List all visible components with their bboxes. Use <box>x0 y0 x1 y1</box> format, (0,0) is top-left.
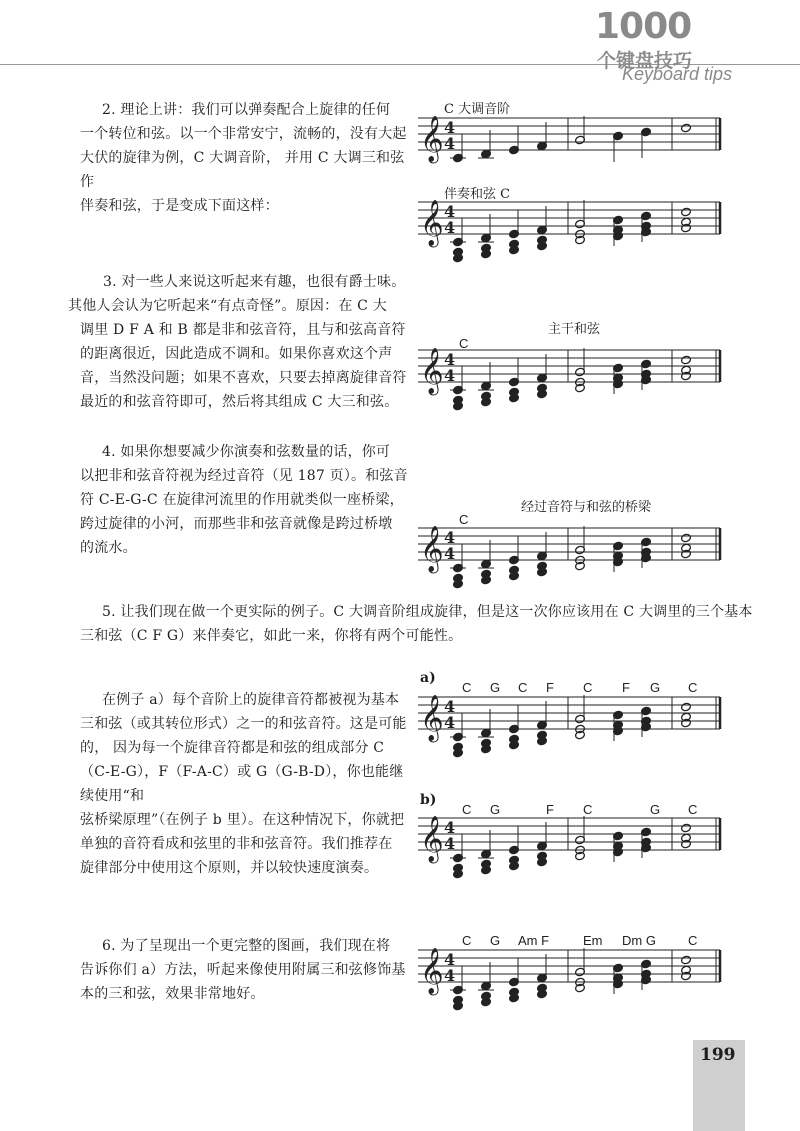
time-sig-top: 4 <box>444 818 456 837</box>
p2-line: 大伏的旋律为例，C 大调音阶， 并用 C 大调三和弦作 <box>80 150 405 190</box>
note-head <box>681 823 692 833</box>
header-en-title: Keyboard tips <box>622 64 733 84</box>
staff-4-chord: C <box>459 512 469 527</box>
treble-clef-icon: 𝄞 <box>420 116 444 162</box>
example-b-label: b) <box>420 792 437 808</box>
header-number: 1000 <box>595 6 692 47</box>
pa-line: 的， 因为每一个旋律音符都是和弦的组成部分 C <box>80 740 385 756</box>
staff-5-chord: F <box>622 680 630 695</box>
note-head <box>681 702 692 712</box>
pa-line: 弦桥梁原理”（在例子 b 里）。在这种情况下，你就把 <box>80 812 405 828</box>
pa-line: （C-E-G），F（F-A-C）或 G（G-B-D），你也能继续使用“和 <box>80 764 404 804</box>
treble-clef-icon: 𝄞 <box>420 348 444 394</box>
staff-5-chord: C <box>583 680 593 695</box>
header-cn-title: 个键盘技巧 <box>597 50 693 72</box>
time-sig-bottom: 4 <box>444 713 456 732</box>
staff-6-chord: C <box>688 802 698 817</box>
p4-line: 4. 如果你想要减少你演奏和弦数量的话，你可 <box>102 444 391 460</box>
staff-5 <box>0 691 800 781</box>
p4-line: 跨过旋律的小河，而那些非和弦音就像是跨过桥墩 <box>80 516 393 532</box>
time-sig-bottom: 4 <box>444 966 456 985</box>
p3-line: 3. 对一些人来说这听起来有趣，也很有爵士味。 <box>103 274 406 290</box>
p3-line: 调里 D F A 和 B 都是非和弦音符，且与和弦高音符 <box>80 322 406 338</box>
staff-6-chord: F <box>546 802 554 817</box>
treble-clef-icon: 𝄞 <box>420 695 444 741</box>
staff-3-chord: C <box>459 336 469 351</box>
pa-line: 旋律部分中使用这个原则，并以较快速度演奏。 <box>80 860 379 876</box>
pa-line: 在例子 a）每个音阶上的旋律音符都被视为基本 <box>102 692 400 708</box>
staff-5-chord: G <box>490 680 501 695</box>
staff-7-chord: C <box>462 933 472 948</box>
p6-line: 6. 为了呈现出一个更完整的图画，我们现在将 <box>102 938 391 954</box>
treble-clef-icon: 𝄞 <box>420 948 444 994</box>
staff-6 <box>0 812 800 902</box>
note-head <box>681 533 692 543</box>
p4-line: 的流水。 <box>80 540 137 556</box>
staff-7-chord: Am F <box>518 933 550 948</box>
time-sig-top: 4 <box>444 528 456 547</box>
time-sig-top: 4 <box>444 202 456 221</box>
time-sig-bottom: 4 <box>444 834 456 853</box>
p3-line: 音，当然没问题；如果不喜欢，只要去掉离旋律音符 <box>80 370 407 386</box>
time-sig-top: 4 <box>444 697 456 716</box>
staff-5-chord: C <box>518 680 528 695</box>
treble-clef-icon: 𝄞 <box>420 526 444 572</box>
p2-line: 2. 理论上讲：我们可以弹奏配合上旋律的任何 <box>102 102 391 118</box>
staff-4-title: 经过音符与和弦的桥梁 <box>521 500 652 515</box>
staff-7 <box>0 944 800 1034</box>
staff-1 <box>0 112 800 202</box>
page-number: 199 <box>700 1045 736 1065</box>
time-sig-bottom: 4 <box>444 218 456 237</box>
staff-3-title: 主干和弦 <box>548 322 601 337</box>
p6-line: 告诉你们 a）方法，听起来像使用附属三和弦修饰基 <box>80 962 406 978</box>
staff-3 <box>0 344 800 434</box>
staff-2-title: 伴奏和弦 C <box>444 187 511 202</box>
staff-7-chord: Em <box>583 933 603 948</box>
staff-5-chord: F <box>546 680 554 695</box>
note-head <box>681 955 692 965</box>
p5-line: 三和弦（C F G）来伴奏它，如此一来，你将有两个可能性。 <box>80 628 463 644</box>
treble-clef-icon: 𝄞 <box>420 200 444 246</box>
time-sig-bottom: 4 <box>444 544 456 563</box>
example-a-label: a) <box>420 670 436 686</box>
time-sig-bottom: 4 <box>444 134 456 153</box>
p4-line: 以把非和弦音符视为经过音符（见 187 页）。和弦音 <box>80 468 408 484</box>
staff-1-title: C 大调音阶 <box>444 102 511 117</box>
p2-line: 一个转位和弦。以一个非常安宁，流畅的，没有大起 <box>80 126 407 142</box>
p3-line: 其他人会认为它听起来“有点奇怪”。原因：在 C 大 <box>68 298 387 314</box>
time-sig-top: 4 <box>444 118 456 137</box>
note-head <box>681 207 692 217</box>
staff-6-chord: C <box>462 802 472 817</box>
staff-7-chord: Dm G <box>622 933 656 948</box>
treble-clef-icon: 𝄞 <box>420 816 444 862</box>
staff-6-chord: C <box>583 802 593 817</box>
time-sig-bottom: 4 <box>444 366 456 385</box>
staff-5-chord: C <box>462 680 472 695</box>
staff-5-chord: G <box>650 680 661 695</box>
staff-2 <box>0 196 800 286</box>
pa-line: 三和弦（或其转位形式）之一的和弦音符。这是可能 <box>80 716 407 732</box>
time-sig-top: 4 <box>444 950 456 969</box>
staff-6-chord: G <box>490 802 501 817</box>
pa-line: 单独的音符看成和弦里的非和弦音符。我们推荐在 <box>80 836 393 852</box>
p2-line: 伴奏和弦，于是变成下面这样： <box>80 198 279 214</box>
p6-line: 本的三和弦，效果非常地好。 <box>80 986 265 1002</box>
p4-line: 符 C-E-G-C 在旋律河流里的作用就类似一座桥梁， <box>80 492 404 508</box>
p3-line: 的距离很近，因此造成不调和。如果你喜欢这个声 <box>80 346 393 362</box>
staff-7-chord: C <box>688 933 698 948</box>
staff-4 <box>0 522 800 612</box>
staff-5-chord: C <box>688 680 698 695</box>
note-head <box>681 355 692 365</box>
time-sig-top: 4 <box>444 350 456 369</box>
note-head <box>681 123 692 133</box>
p5-line: 5. 让我们现在做一个更实际的例子。C 大调音阶组成旋律，但是这一次你应该用在 C 大调里的三个基本 <box>102 604 753 620</box>
staff-7-chord: G <box>490 933 501 948</box>
staff-6-chord: G <box>650 802 661 817</box>
p3-line: 最近的和弦音符即可，然后将其组成 C 大三和弦。 <box>80 394 399 410</box>
